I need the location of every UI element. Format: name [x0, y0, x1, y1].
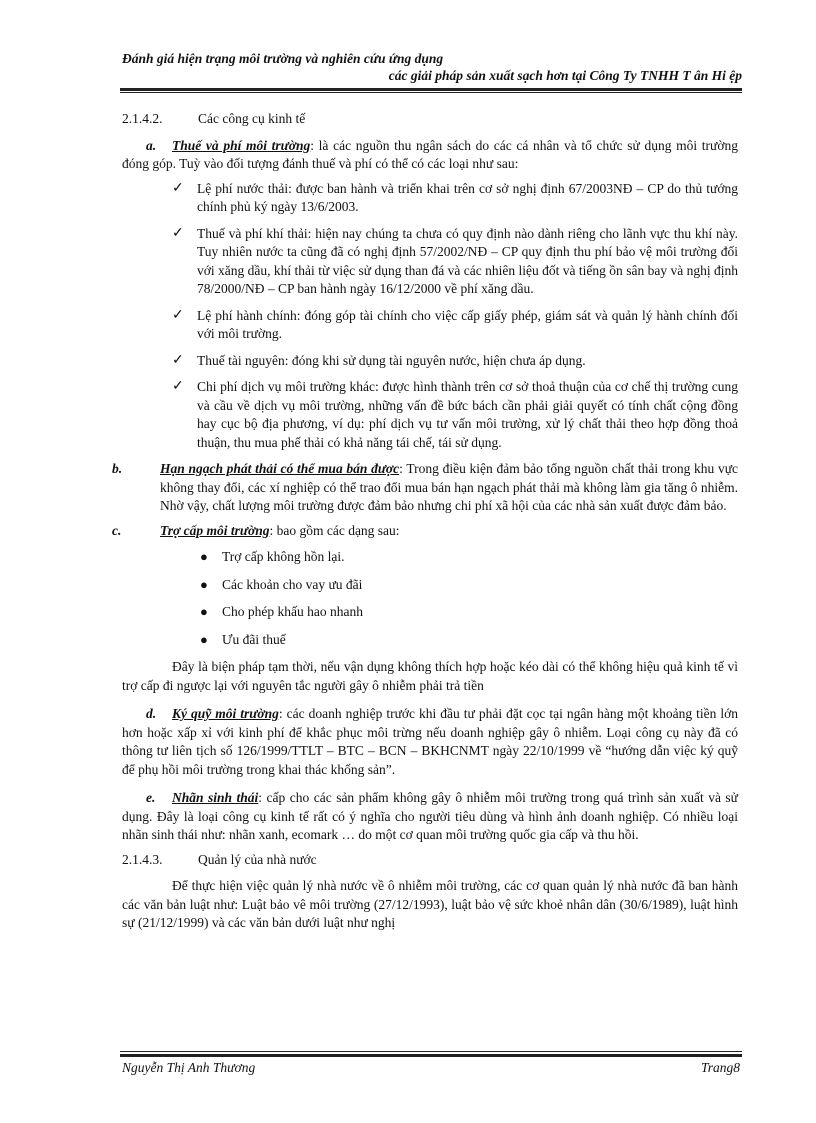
subsidy-types-list [122, 548, 738, 649]
item-a-label: a. [146, 137, 157, 153]
item-a-term: Thuế và phí môi trường [172, 137, 311, 153]
item-b-term: Hạn ngạch phát thải có thể mua bán được [160, 461, 400, 476]
item-b-label: b. [112, 461, 123, 476]
list-item-text: Chi phí dịch vụ môi trường khác: được hình thành trên cơ sở thoả thuận của cơ chế thị trường cung và cầu về dịch vụ môi trường, những vấn đề bức bách cần phải giải quyết có tính chất cộng đồng hay cục bộ địa phương, ví dụ: phí dịch vụ tư vấn môi trường, xử lý chất thải theo hợp đồng thoả thuận, thu mua phế thải có khả năng tái chế, tái sử dụng. [197, 379, 738, 450]
list-item-text: Các khoản cho vay ưu đãi [222, 576, 363, 592]
footer-rule-thick [120, 1054, 742, 1057]
item-c-term: Trợ cấp môi trường [160, 522, 270, 538]
bullet-icon: ● [200, 631, 208, 647]
list-item-text: Trợ cấp không hồn lại. [222, 549, 345, 564]
bullet-icon: ● [200, 604, 208, 619]
section-title: Các công cụ kinh tế [198, 111, 306, 126]
item-e-term: Nhãn sinh thái [172, 790, 259, 805]
item-c-paragraph [112, 522, 738, 541]
item-a-paragraph [122, 137, 738, 174]
list-item [200, 548, 738, 567]
section-heading-2-1-4-2 [122, 110, 738, 129]
list-item [200, 631, 738, 650]
page-number: Trang8 [700, 1060, 740, 1075]
header-rule-thin [120, 92, 742, 93]
item-e-label: e. [146, 790, 156, 805]
item-e-text: : cấp cho các sản phẩm không gây ô nhiễm môi trường trong quá trình sản xuất và sử dụng. Đây là loại công cụ kinh tế rất có ý nghĩa cho người tiêu dùng và hình ảnh doanh nghiệp. Có nhiều loại nhãn sinh thái như: nhãn xanh, ecomark … do một cơ quan môi trường quốc gia cấp và thu hồi. [122, 790, 739, 842]
item-b-text: : Trong điều kiện đảm bảo tổng nguồn chất thải trong khu vực không thay đổi, các xí nghiệp có thể trao đổi mua bán hạn ngạch phát thải mà không làm gia tăng ô nhiễm. Nhờ vậy, chất lượng môi trường được đảm bảo nhưng chi phí xã hội của các nhà sản xuất được đảm bảo. [160, 461, 739, 513]
list-item [172, 225, 738, 299]
list-item-text: Thuế tài nguyên: đóng khi sử dụng tài nguyên nước, hiện chưa áp dụng. [197, 352, 586, 368]
checkmark-icon: ✓ [172, 307, 184, 323]
item-e-paragraph [122, 789, 738, 845]
header-rule-thick [120, 88, 742, 91]
list-item-text: Lệ phí nước thải: được ban hành và triển khai trên cơ sở nghị định 67/2003NĐ – CP do thủ tướng chính phủ ký ngày 13/6/2003. [197, 180, 738, 214]
header-line-2: các giải pháp sản xuất sạch hơn tại Công Ty TNHH T ân Hi ệp [388, 68, 742, 83]
section-title: Quản lý của nhà nước [198, 851, 317, 867]
item-c-label: c. [112, 522, 122, 538]
subsidy-note-paragraph: Đây là biện pháp tạm thời, nếu vận dụng không thích hợp hoặc kéo dài có thể không hiệu quả kinh tế vì trợ cấp đi ngược lại với nguyên tắc người gây ô nhiễm phải trả tiền [122, 659, 738, 693]
bullet-icon: ● [200, 549, 208, 564]
section-heading-2-1-4-3 [122, 851, 738, 870]
list-item-text: Thuế và phí khí thải: hiện nay chúng ta chưa có quy định nào dành riêng cho lãnh vực thu khí này. Tuy nhiên nước ta cũng đã có nghị định 57/2002/NĐ – CP quy định thu phí bảo vệ môi trường đối với xăng dầu, khí thải từ việc sử dụng than đá và các nhiên liệu đốt và tiếng ồn sân bay và nghị định 78/2000/NĐ – CP ban hành ngày 16/12/2000 về phí xăng dầu. [197, 225, 738, 296]
section-number: 2.1.4.3. [122, 851, 163, 867]
list-item [200, 603, 738, 622]
item-d-label: d. [146, 706, 157, 721]
list-item-text: Lệ phí hành chính: đóng góp tài chính cho việc cấp giấy phép, giám sát và quản lý hành chính đối với môi trường. [197, 307, 738, 341]
list-item [200, 576, 738, 595]
item-c-text: : bao gồm các dạng sau: [269, 522, 400, 538]
list-item [172, 378, 738, 452]
list-item [172, 307, 738, 344]
list-item-text: Cho phép khấu hao nhanh [222, 604, 363, 619]
list-item [172, 352, 738, 371]
checkmark-icon: ✓ [172, 180, 184, 196]
list-item-text: Ưu đãi thuế [222, 631, 286, 647]
bullet-icon: ● [200, 576, 208, 592]
item-d-term: Ký quỹ môi trường [172, 706, 279, 721]
header-line-1: Đánh giá hiện trạng môi trường và nghiên cứu ứng dụng [122, 51, 444, 66]
item-d-paragraph [122, 705, 738, 779]
fee-types-list [122, 180, 738, 453]
item-b-paragraph [112, 460, 739, 516]
footer-rule-thin [120, 1051, 742, 1052]
item-a-text: : là các nguồn thu ngân sách do các cá nhân và tổ chức sử dụng môi trường đóng góp. Tuỳ vào đối tượng đánh thuế và phí có thể có các loại như sau: [122, 137, 739, 171]
page-header [122, 50, 742, 84]
checkmark-icon: ✓ [172, 225, 184, 241]
footer-author: Nguyễn Thị Anh Thương [122, 1060, 256, 1075]
section-number: 2.1.4.2. [122, 111, 163, 126]
item-d-text: : các doanh nghiệp trước khi đầu tư phải đặt cọc tại ngân hàng một khoảng tiền lớn hơn hoặc xấp xỉ với kinh phí để khắc phục môi trừng nếu doanh nghiệp gây ô nhiễm. Loại công cụ này đã có thông tư liên tịch số 126/1999/TTLT – BTC – BCN – BKHCNMT ngày 22/10/1999 về “hướng dẫn việc ký quỹ để phụ hồi môi trường trong khai thác khống sản”. [122, 706, 738, 777]
document-body [112, 104, 739, 933]
state-management-paragraph: Để thực hiện việc quản lý nhà nước về ô nhiễm môi trường, các cơ quan quản lý nhà nước đã ban hành các văn bản luật như: Luật bảo vê môi trường (27/12/1993), luật bảo vệ sức khoẻ nhân dân (30/6/1989), luật hình sự (21/12/1999) và các văn bản dưới luật như nghị [122, 878, 738, 930]
checkmark-icon: ✓ [172, 352, 184, 368]
list-item [172, 180, 738, 217]
checkmark-icon: ✓ [172, 379, 184, 394]
